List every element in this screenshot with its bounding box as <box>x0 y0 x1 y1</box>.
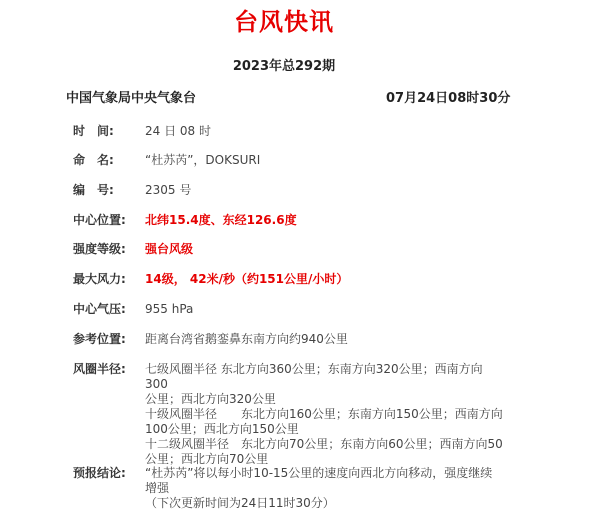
label-name: 命 名: <box>73 153 114 167</box>
value-pressure: 955 hPa <box>145 302 194 316</box>
label-max-wind: 最大风力: <box>73 272 126 286</box>
row-number <box>73 183 503 198</box>
wind-radius-line: 100公里；西北方向150公里 <box>145 422 299 436</box>
value-number: 2305 号 <box>145 183 192 197</box>
bulletin-title: 台风快讯 <box>234 8 334 36</box>
label-reference: 参考位置: <box>73 332 126 346</box>
wind-radius-line: 十级风圈半径 东北方向160公里；东南方向150公里；西南方向 <box>145 407 503 421</box>
agency-name: 中国气象局中央气象台 <box>66 91 197 106</box>
label-center-position: 中心位置: <box>73 213 126 227</box>
label-time: 时 间: <box>73 124 114 138</box>
wind-radius-line: 十二级风圈半径 东北方向70公里；东南方向60公里；西南方向50 <box>145 437 503 451</box>
label-forecast: 预报结论: <box>73 466 126 480</box>
label-pressure: 中心气压: <box>73 302 126 316</box>
forecast-line: “杜苏芮”将以每小时10-15公里的速度向西北方向移动，强度继续 <box>145 466 493 480</box>
value-reference: 距离台湾省鹅銮鼻东南方向约940公里 <box>145 332 348 346</box>
wind-radius-line: 七级风圈半径 东北方向360公里；东南方向320公里；西南方向300 <box>145 362 483 391</box>
value-forecast <box>145 466 503 511</box>
row-center-position <box>73 213 503 228</box>
forecast-line: 增强 <box>145 481 170 495</box>
row-intensity <box>73 242 503 257</box>
label-intensity: 强度等级: <box>73 242 126 256</box>
value-wind-radius <box>145 362 503 467</box>
label-number: 编 号: <box>73 183 114 197</box>
value-intensity: 强台风级 <box>145 242 194 256</box>
row-max-wind <box>73 272 503 287</box>
wind-radius-line: 公里；西北方向320公里 <box>145 392 276 406</box>
row-reference <box>73 332 503 347</box>
forecast-next-update: （下次更新时间为24日11时30分） <box>145 496 335 510</box>
row-pressure <box>73 302 503 317</box>
row-time <box>73 124 503 139</box>
issue-number: 2023年总292期 <box>232 59 336 74</box>
row-forecast <box>73 466 503 511</box>
value-max-wind: 14级， 42米/秒（约151公里/小时） <box>145 272 349 286</box>
row-wind-radius <box>73 362 503 467</box>
row-name <box>73 153 503 168</box>
value-center-position: 北纬15.4度、东经126.6度 <box>145 213 297 227</box>
value-name: “杜苏芮”，DOKSURI <box>145 153 261 167</box>
value-time: 24 日 08 时 <box>145 124 211 138</box>
label-wind-radius: 风圈半径: <box>73 362 126 376</box>
issue-time: 07月24日08时30分 <box>386 91 511 106</box>
wind-radius-line: 公里；西北方向70公里 <box>145 452 269 466</box>
